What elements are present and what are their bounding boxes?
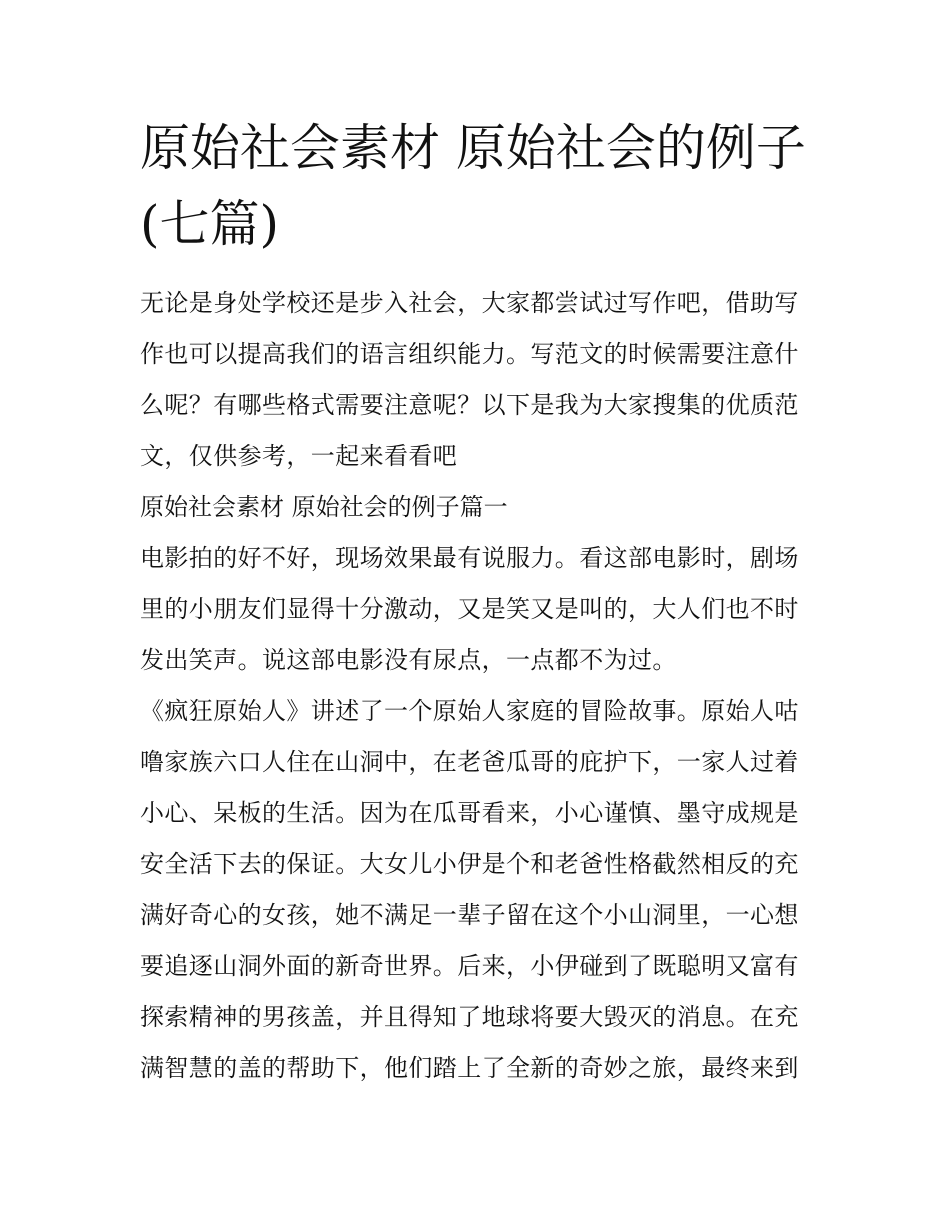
document-title xyxy=(140,110,812,262)
text-line: 里的小朋友们显得十分激动，又是笑又是叫的，大人们也不时 xyxy=(140,595,799,623)
text-line: 无论是身处学校还是步入社会，大家都尝试过写作吧，借助写 xyxy=(140,289,799,317)
paragraph xyxy=(140,686,812,1094)
title-line: 原始社会素材 原始社会的例子 xyxy=(140,119,806,177)
title-line: (七篇) xyxy=(140,195,280,253)
text-line: 噜家族六口人住在山洞中，在老爸瓜哥的庇护下，一家人过着 xyxy=(140,748,799,776)
text-line: 要追逐山洞外面的新奇世界。后来，小伊碰到了既聪明又富有 xyxy=(140,952,799,980)
text-line: 么呢？有哪些格式需要注意呢？以下是我为大家搜集的优质范 xyxy=(140,391,799,419)
text-line: 发出笑声。说这部电影没有尿点，一点都不为过。 xyxy=(140,646,677,674)
text-line: 《疯狂原始人》讲述了一个原始人家庭的冒险故事。原始人咕 xyxy=(140,697,799,725)
text-line: 满智慧的盖的帮助下，他们踏上了全新的奇妙之旅，最终来到 xyxy=(140,1054,799,1082)
document-body xyxy=(140,278,812,1094)
text-line: 安全活下去的保证。大女儿小伊是个和老爸性格截然相反的充 xyxy=(140,850,799,878)
text-line: 满好奇心的女孩，她不满足一辈子留在这个小山洞里，一心想 xyxy=(140,901,799,929)
text-line: 作也可以提高我们的语言组织能力。写范文的时候需要注意什 xyxy=(140,340,799,368)
section-heading: 原始社会素材 原始社会的例子篇一 xyxy=(140,493,508,521)
text-line: 文，仅供参考，一起来看看吧 xyxy=(140,442,458,470)
text-line: 探索精神的男孩盖，并且得知了地球将要大毁灭的消息。在充 xyxy=(140,1003,799,1031)
paragraph xyxy=(140,533,812,686)
text-line: 电影拍的好不好，现场效果最有说服力。看这部电影时，剧场 xyxy=(140,544,799,572)
intro-paragraph xyxy=(140,278,812,482)
text-line: 小心、呆板的生活。因为在瓜哥看来，小心谨慎、墨守成规是 xyxy=(140,799,799,827)
document-page xyxy=(140,110,812,1094)
